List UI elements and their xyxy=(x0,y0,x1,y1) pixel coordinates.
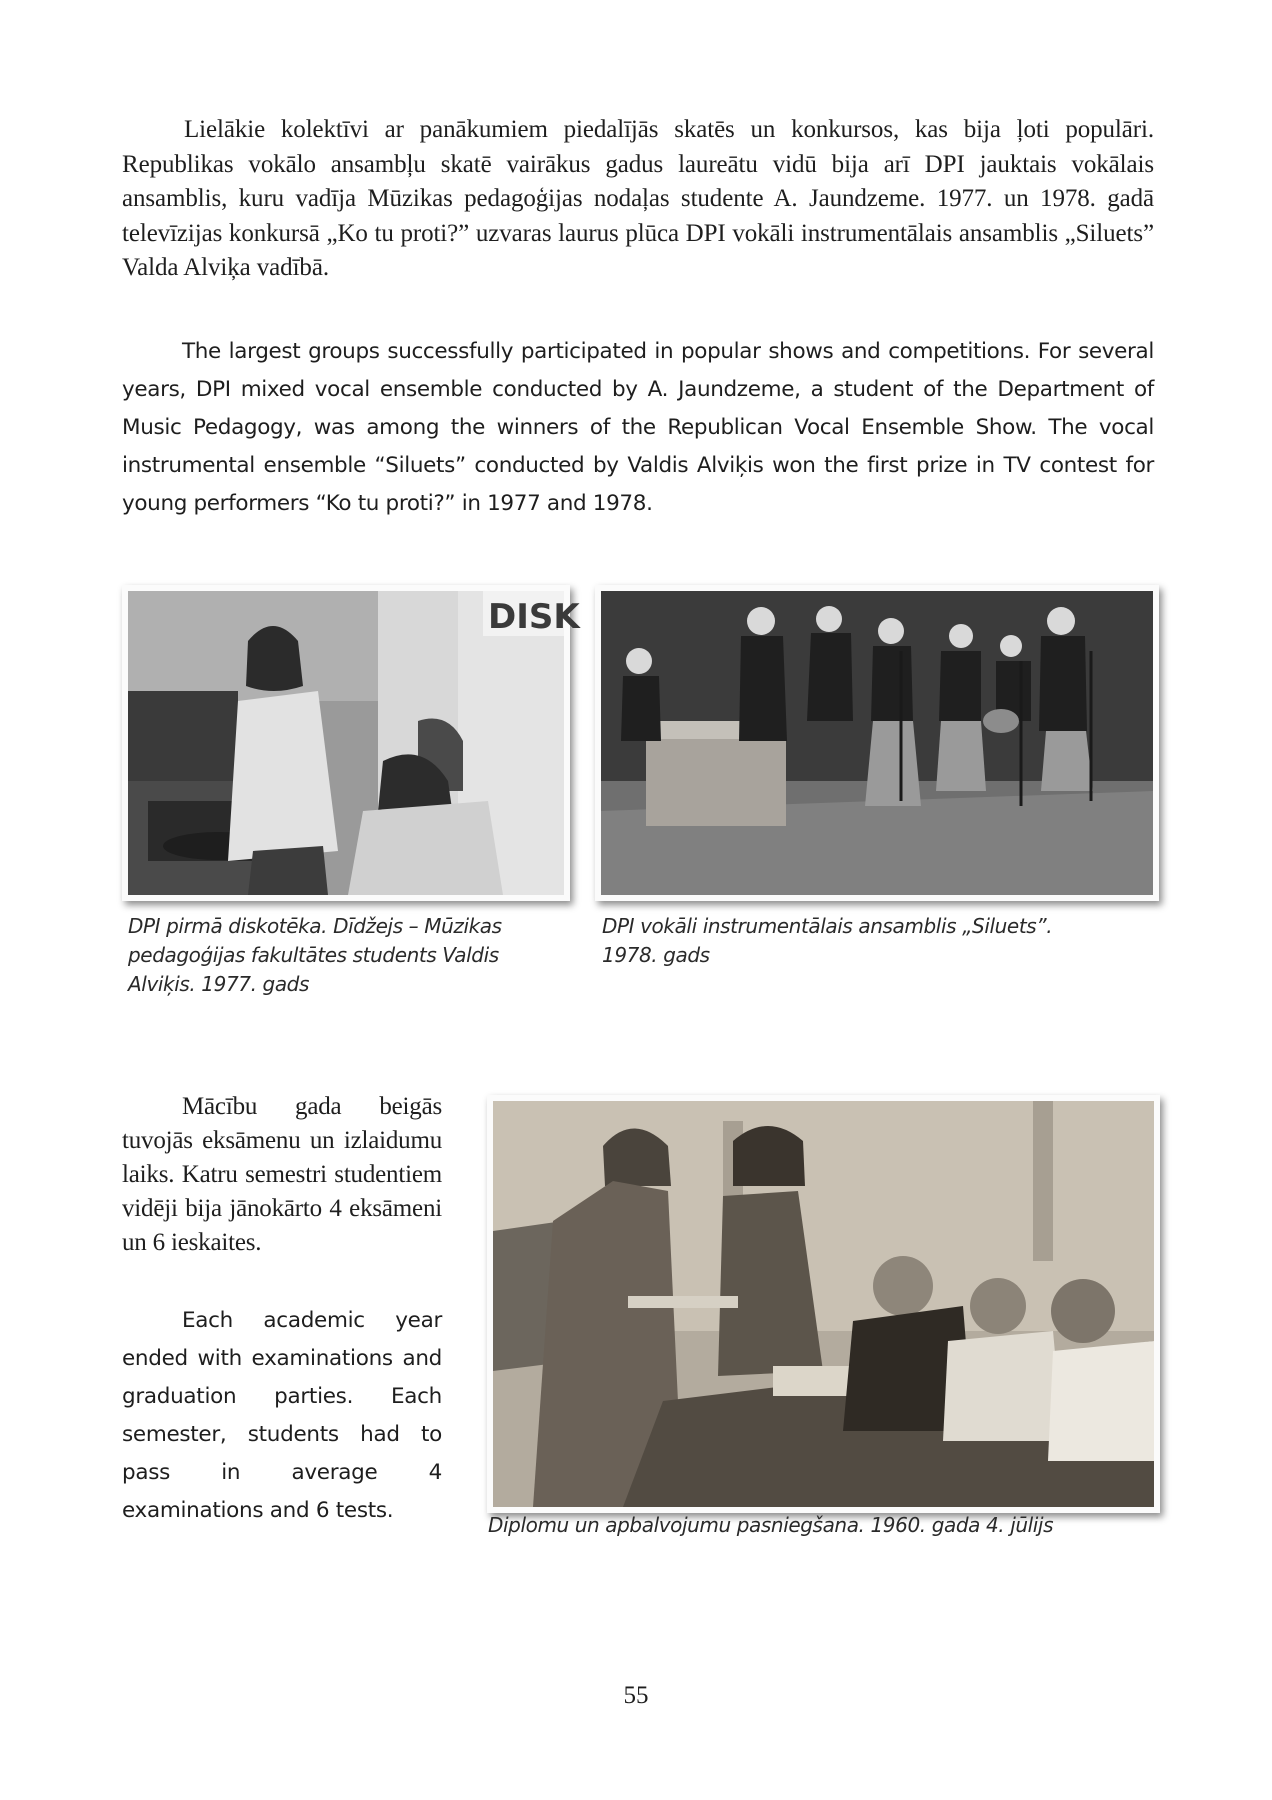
closing-paragraph-english: Each academic year ended with examinations and graduation parties. Each semester, students had to pass in average 4 examinations and 6 tests. xyxy=(122,1308,442,1523)
intro-paragraph-latvian: Lielākie kolektīvi ar panākumiem piedalījās skatēs un konkursos, kas bija ļoti populāri. Republikas vokālo ansambļu skatē vairākus gadus laureātu vidū bija arī DPI jauktais vokālais ansamblis, kuru vadīja Mūzikas pedagoģijas nodaļas studente A. Jaundzeme. 1977. un 1978. gadā televīzijas konkursā „Ko tu proti?” uzvaras laurus plūca DPI vokāli instrumentālais ansamblis „Siluets” Valda Alviķa vadībā. xyxy=(122,116,1154,281)
page-number: 55 xyxy=(623,1682,649,1709)
photo-disco xyxy=(122,585,580,901)
disco-sign-text: DISK xyxy=(488,597,580,637)
closing-paragraph-latvian: Mācību gada beigās tuvojās eksāmenu un izlaidumu laiks. Katru semestri studentiem vidēji bija jānokārto 4 eksāmeni un 6 ieskaites. xyxy=(122,1093,442,1256)
caption-photo-disco: DPI pirmā diskotēka. Dīdžejs – Mūzikas pedagoģijas fakultātes students Valdis Alviķis. 1977. gads xyxy=(128,914,502,996)
caption-photo-diploma: Diplomu un apbalvojumu pasniegšana. 1960. gada 4. jūlijs xyxy=(488,1513,1054,1537)
caption-photo-ensemble: DPI vokāli instrumentālais ansamblis „Siluets”. 1978. gads xyxy=(602,914,1053,967)
photo-diploma-ceremony xyxy=(487,1095,1160,1513)
intro-paragraph-english: The largest groups successfully participated in popular shows and competitions. For several years, DPI mixed vocal ensemble conducted by A. Jaundzeme, a student of the Department of Music Pedagogy, was among the winners of the Republican Vocal Ensemble Show. The vocal instrumental ensemble “Siluets” conducted by Valdis Alviķis won the first prize in TV contest for young performers “Ko tu proti?” in 1977 and 1978. xyxy=(122,339,1154,516)
photo-ensemble-siluets xyxy=(595,585,1159,901)
